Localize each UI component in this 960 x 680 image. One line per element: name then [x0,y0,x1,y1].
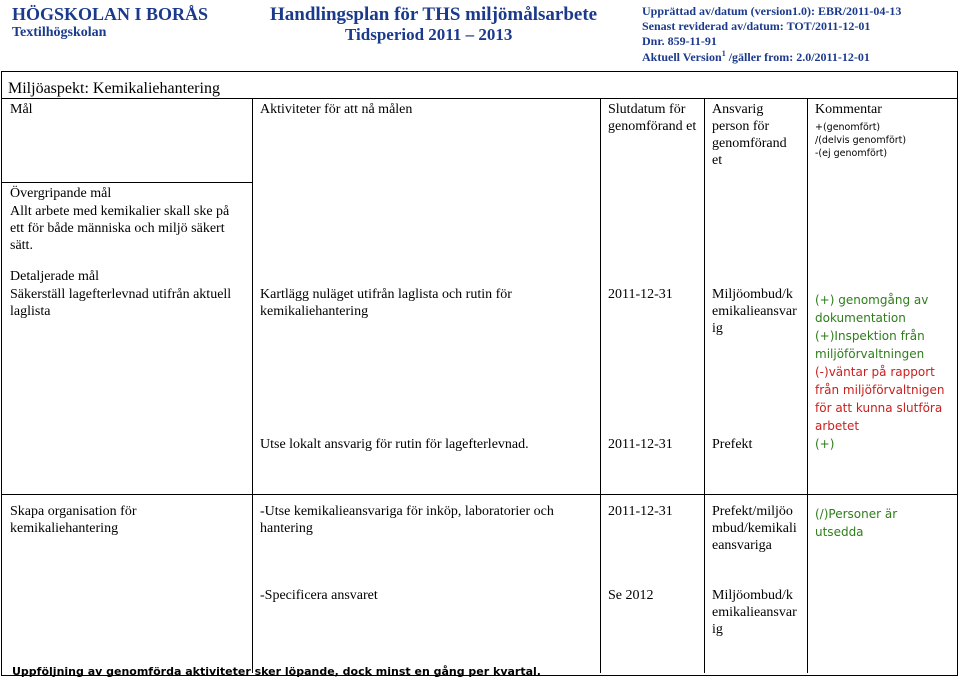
comment-green: (+) genomgång av dokumentation [815,293,929,325]
responsible-text: Miljöombud/k emikalieansvar ig [712,287,797,336]
overall-goal-text: Allt arbete med kemikalier skall ske på ett för både människa och miljö säkert sätt. [10,204,230,253]
dept-name: Textilhögskolan [12,25,107,40]
date-text: Se 2012 [608,588,654,603]
col-header-slutdatum: Slutdatum för genomförand et [608,102,697,134]
legend-partial: /(delvis genomfört) [815,135,907,146]
activity-text: -Specificera ansvaret [260,588,378,603]
col-header-aktiviteter: Aktiviteter för att nå målen [260,102,413,117]
date-text: 2011-12-31 [608,504,673,519]
aspect-title: Miljöaspekt: Kemikaliehantering [8,80,220,97]
footer-note: Uppföljning av genomförda aktiviteter sker löpande, dock minst en gång per kvartal. [12,665,541,678]
activity-text: Utse lokalt ansvarig för rutin för lagefterlevnad. [260,437,529,452]
col-header-ansvarig: Ansvarig person för genomförand et [712,102,787,168]
plan-title: Handlingsplan för THS miljömålsarbete [270,4,598,25]
divider [1,182,253,183]
divider [600,98,601,673]
goal-text: Skapa organisation för kemikaliehantering [10,504,137,536]
comment-green: (/)Personer är utsedda [815,507,898,539]
activity-text: -Utse kemikalieansvariga för inköp, laboratorier och hantering [260,504,554,536]
plan-period: Tidsperiod 2011 – 2013 [345,25,513,44]
meta-revised: Senast reviderad av/datum: TOT/2011-12-01 [642,19,871,33]
document-header [0,0,960,70]
divider [704,98,705,673]
col-header-mal: Mål [10,102,33,117]
responsible-text: Prefekt/miljöo mbud/kemikali eansvariga [712,504,797,553]
responsible-text: Prefekt [712,437,753,452]
date-text: 2011-12-31 [608,437,673,452]
comment-green: (+) [815,437,835,451]
comment-green: (+)Inspektion från miljöförvaltningen [815,329,925,361]
legend-not-done: -(ej genomfört) [815,148,888,159]
date-text: 2011-12-31 [608,287,673,302]
divider [1,98,958,99]
legend-done: +(genomfört) [815,122,881,133]
detailed-goal-heading: Detaljerade mål [10,269,100,284]
responsible-text: Miljöombud/k emikalieansvar ig [712,588,797,637]
col-header-kommentar: Kommentar [815,102,882,117]
divider [252,98,253,673]
overall-goal-heading: Övergripande mål [10,186,112,201]
meta-version: Aktuell Version$^1$ /gäller from: 2.0/2011-12-01 [642,49,870,64]
divider [1,494,958,495]
meta-dnr: Dnr. 859-11-91 [642,34,717,48]
meta-created: Upprättad av/datum (version1.0): EBR/2011-04-13 [642,4,902,18]
divider [807,98,808,673]
comment-red: (-)väntar på rapport från miljöförvaltnigen för att kunna slutföra arbetet [815,365,945,433]
detailed-goal-text: Säkerställ lagefterlevnad utifrån aktuell laglista [10,287,232,319]
org-name: HÖGSKOLAN I BORÅS [12,4,209,24]
activity-text: Kartlägg nuläget utifrån laglista och rutin för kemikaliehantering [260,287,512,319]
